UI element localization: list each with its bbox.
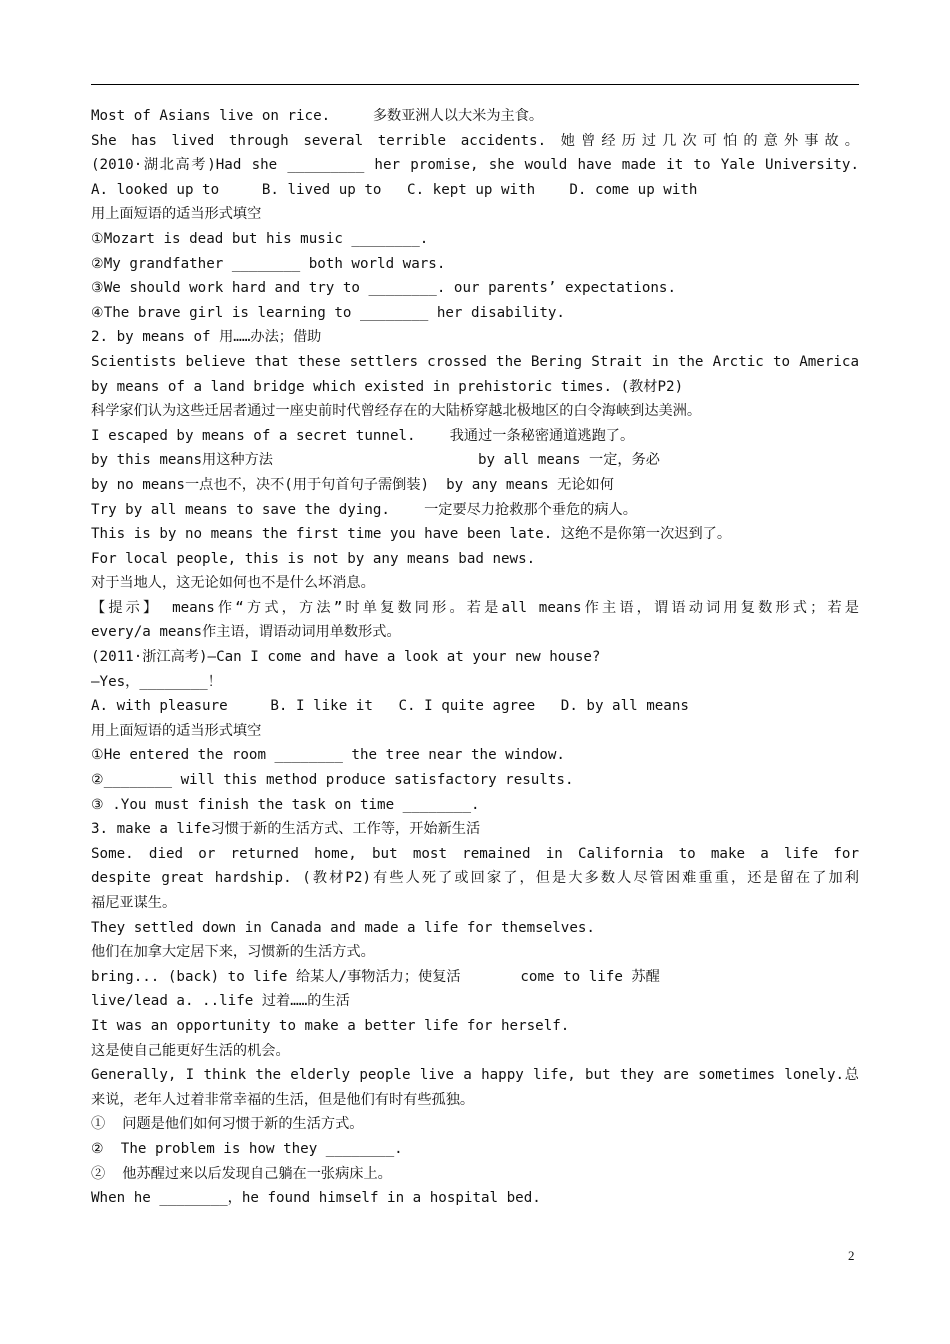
text-line: A. with pleasure B. I like it C. I quite agree D. by all means	[91, 698, 689, 715]
text-line: (2010·湖北高考)Had she _________ her promise, she would have made it to Yale University.	[91, 157, 859, 174]
text-line: They settled down in Canada and made a life for themselves.	[91, 919, 595, 936]
text-line: I escaped by means of a secret tunnel. 我通过一条秘密通道逃跑了。	[91, 427, 635, 444]
text-line: bring... (back) to life 给某人/事物活力；使复活 come to life 苏醒	[91, 968, 660, 985]
text-line: by no means一点也不，决不(用于句首句子需倒装) by any means 无论如何	[91, 476, 614, 493]
text-line: ②My grandfather ________ both world wars.	[91, 255, 446, 272]
text-line: A. looked up to B. lived up to C. kept up with D. come up with	[91, 181, 698, 198]
text-line: ② The problem is how they ________.	[91, 1140, 403, 1157]
section-heading: 3. make a life习惯于新的生活方式、工作等，开始新生活	[91, 821, 481, 838]
text-line: every/a means作主语，谓语动词用单数形式。	[91, 624, 401, 641]
text-line: 福尼亚谋生。	[91, 895, 177, 911]
text-line: ② 他苏醒过来以后发现自己躺在一张病床上。	[91, 1165, 392, 1182]
page-content	[91, 104, 859, 1211]
text-line: ③We should work hard and try to ________. our parents’ expectations.	[91, 280, 677, 297]
text-line: ①He entered the room ________ the tree near the window.	[91, 747, 565, 764]
text-line: ④The brave girl is learning to ________ her disability.	[91, 304, 565, 321]
text-line: For local people, this is not by any means bad news.	[91, 550, 536, 567]
text-line: Some. died or returned home, but most remained in California to make a life for	[91, 845, 859, 862]
text-line: 来说，老年人过着非常幸福的生活，但是他们有时有些孤独。	[91, 1091, 475, 1108]
text-line: live/lead a. ..life 过着……的生活	[91, 993, 350, 1010]
text-line: When he ________，he found himself in a hospital bed.	[91, 1190, 541, 1207]
text-line: by this means用这种方法 by all means 一定，务必	[91, 452, 660, 469]
header-rule	[91, 84, 859, 85]
text-line: She has lived through several terrible accidents. 她曾经历过几次可怕的意外事故。	[91, 132, 859, 149]
tip-line: 【提示】 means作“方式，方法”时单复数同形。若是all means作主语，谓语动词用复数形式；若是	[91, 599, 859, 616]
text-line: despite great hardship. (教材P2)有些人死了或回家了，但是大多数人尽管困难重重，还是留在了加利	[91, 870, 859, 887]
text-line: This is by no means the first time you have been late. 这绝不是你第一次迟到了。	[91, 526, 732, 543]
text-line: 对于当地人，这无论如何也不是什么坏消息。	[91, 575, 375, 592]
text-line: ②________ will this method produce satisfactory results.	[91, 772, 574, 789]
text-line: Try by all means to save the dying. 一定要尽力抢救那个垂危的病人。	[91, 501, 637, 518]
page-number: 2	[848, 1248, 855, 1263]
text-line: Scientists believe that these settlers crossed the Bering Strait in the Arctic to America	[91, 353, 859, 370]
text-line: Generally, I think the elderly people live a happy life, but they are sometimes lonely.总	[91, 1067, 859, 1084]
text-line: (2011·浙江高考)—Can I come and have a look at your new house?	[91, 649, 601, 666]
text-line: by means of a land bridge which existed in prehistoric times. (教材P2)	[91, 378, 684, 395]
text-line: It was an opportunity to make a better life for herself.	[91, 1017, 570, 1034]
text-line: 用上面短语的适当形式填空	[91, 206, 262, 223]
text-line: ① 问题是他们如何习惯于新的生活方式。	[91, 1116, 364, 1133]
text-line: 这是使自己能更好生活的机会。	[91, 1042, 290, 1059]
text-line: Most of Asians live on rice. 多数亚洲人以大米为主食。	[91, 108, 544, 124]
text-line: 他们在加拿大定居下来，习惯新的生活方式。	[91, 944, 375, 961]
text-line: 用上面短语的适当形式填空	[91, 722, 262, 739]
text-line: 科学家们认为这些迁居者通过一座史前时代曾经存在的大陆桥穿越北极地区的白令海峡到达美洲。	[91, 403, 702, 420]
section-heading: 2. by means of 用……办法；借助	[91, 329, 322, 346]
text-line: —Yes，________！	[91, 673, 222, 690]
text-line: ①Mozart is dead but his music ________.	[91, 230, 429, 247]
text-line: ③ .You must finish the task on time ________.	[91, 796, 480, 813]
